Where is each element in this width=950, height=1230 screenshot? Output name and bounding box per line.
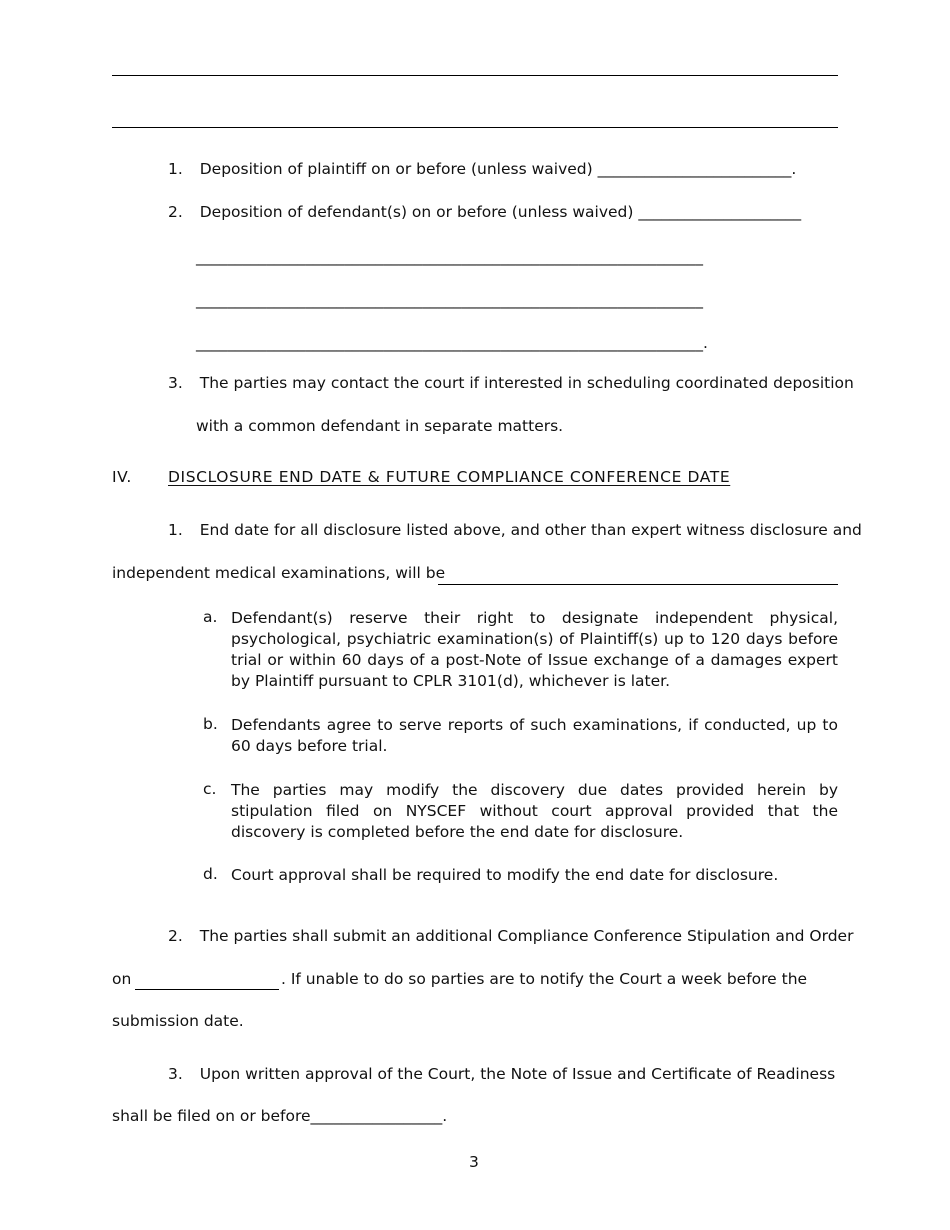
item-text: Deposition of plaintiff on or before (unless waived): [199, 160, 593, 178]
subitem-letter: d.: [203, 865, 218, 883]
compliance-item-2-line2-rest: . If unable to do so parties are to notify the Court a week before the: [281, 970, 808, 988]
conference-date-blank[interactable]: [135, 989, 279, 990]
item-number: 3.: [168, 1065, 183, 1083]
item-number: 1.: [168, 160, 183, 178]
compliance-item-2-line3: submission date.: [112, 1012, 244, 1030]
item-number: 3.: [168, 374, 183, 392]
compliance-item-2: [168, 927, 853, 945]
deposition-item-3: [168, 374, 854, 392]
deposition-item-3-cont: with a common defendant in separate matters.: [196, 417, 564, 435]
top-rule-1: [112, 75, 838, 76]
deposition-item-2: [168, 203, 801, 221]
item-text: The parties may contact the court if interested in scheduling coordinated deposition: [199, 374, 854, 392]
item-number: 1.: [168, 521, 183, 539]
item-text: The parties shall submit an additional Compliance Conference Stipulation and Order: [199, 927, 854, 945]
filing-date-blank[interactable]: _________________: [310, 1107, 443, 1125]
disclosure-item-1-cont: independent medical examinations, will be: [112, 564, 446, 582]
item-number: 2.: [168, 927, 183, 945]
date-blank[interactable]: _____________________: [638, 203, 802, 221]
subitem-letter: b.: [203, 715, 218, 733]
item-text: End date for all disclosure listed above, and other than expert witness disclosure and: [199, 521, 862, 539]
subitem-d: Court approval shall be required to modify the end date for disclosure.: [231, 866, 779, 884]
item-text: Deposition of defendant(s) on or before (unless waived): [199, 203, 634, 221]
subitem-b: Defendants agree to serve reports of such examinations, if conducted, up to 60 days before trial.: [231, 716, 838, 755]
disclosure-item-1: [168, 521, 862, 539]
blank-line-1[interactable]: _________________________________________________________________: [196, 248, 703, 266]
top-rule-2: [112, 127, 838, 128]
date-blank[interactable]: _________________________: [597, 160, 792, 178]
note-of-issue-item-3-cont: shall be filed on or before_________________.: [112, 1107, 448, 1125]
note-of-issue-item-3: [168, 1065, 835, 1083]
subitem-letter: a.: [203, 608, 218, 626]
deposition-item-1: 1. Deposition of plaintiff on or before (unless waived) _________________________.: [168, 160, 797, 178]
subitem-letter: c.: [203, 780, 217, 798]
section-numeral: IV.: [112, 468, 132, 486]
blank-line-3[interactable]: _________________________________________________________________.: [196, 334, 708, 352]
compliance-item-2-line2: on: [112, 970, 132, 988]
item-number: 2.: [168, 203, 183, 221]
section-heading: [112, 468, 731, 486]
end-date-blank[interactable]: [438, 584, 838, 585]
section-title: DISCLOSURE END DATE & FUTURE COMPLIANCE CONFERENCE DATE: [168, 468, 731, 486]
subitem-c: The parties may modify the discovery due dates provided herein by stipulation filed on NYSCEF without court approval provided that the discovery is completed before the end date for disclosure.: [231, 781, 838, 841]
page-number: 3: [469, 1153, 479, 1171]
blank-line-2[interactable]: _________________________________________________________________: [196, 291, 703, 309]
item-text: Upon written approval of the Court, the Note of Issue and Certificate of Readiness: [199, 1065, 836, 1083]
subitem-a: Defendant(s) reserve their right to designate independent physical, psychological, psychiatric examination(s) of Plaintiff(s) up to 120 days before trial or within 60 days of a post-Note of Issue exchange of a damages expert by Plaintiff pursuant to CPLR 3101(d), whichever is later.: [231, 609, 838, 690]
